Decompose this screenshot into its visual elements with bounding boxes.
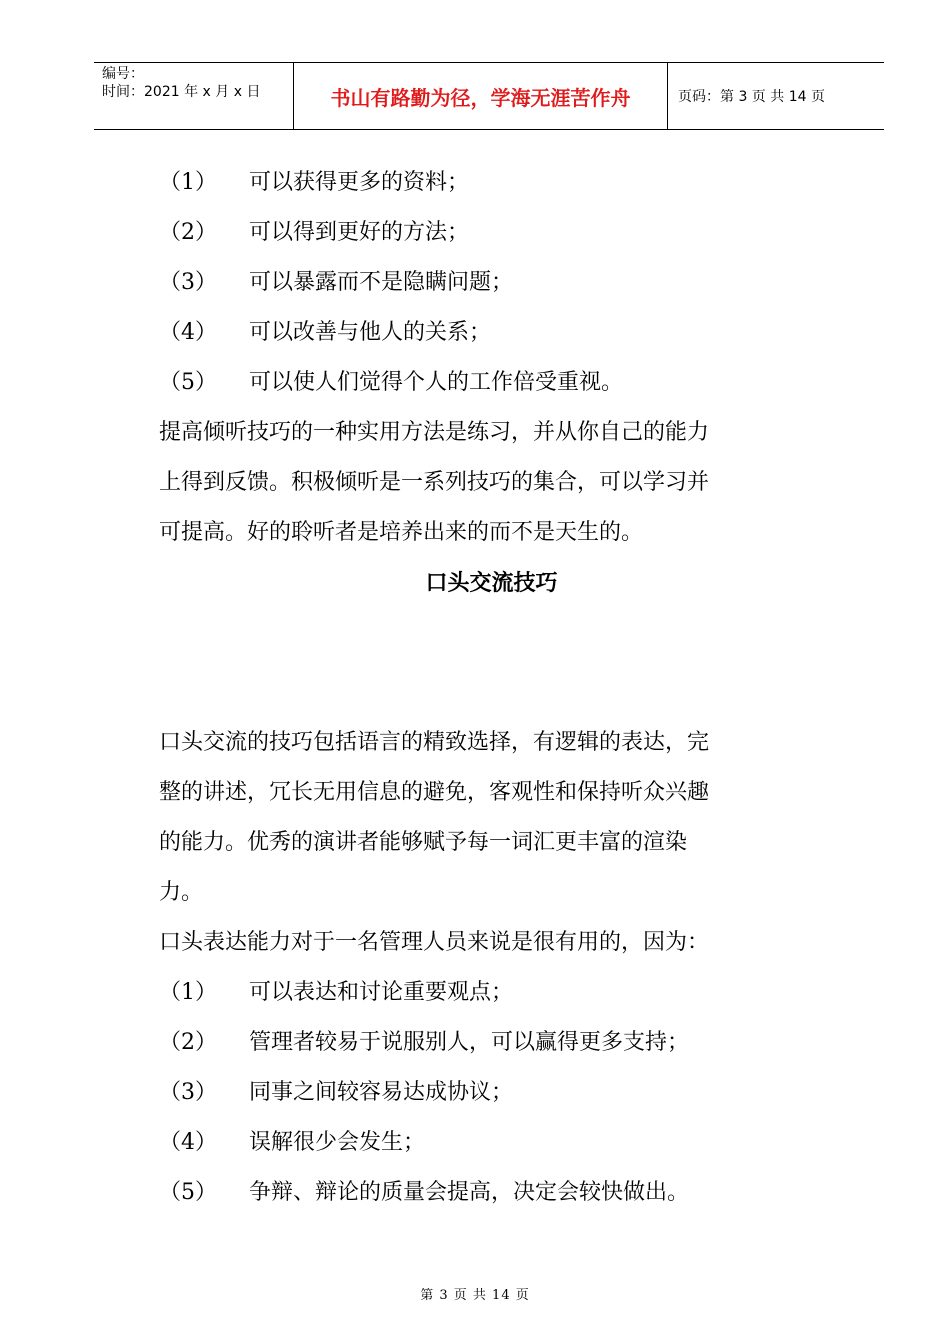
section-heading: 口头交流技巧	[425, 570, 558, 596]
list-item	[159, 308, 824, 358]
list-item	[159, 968, 824, 1018]
list-item-text: 争辩、辩论的质量会提高，决定会较快做出。	[249, 1180, 690, 1205]
list-item	[159, 1068, 824, 1118]
list-item-text: 可以改善与他人的关系；	[249, 320, 492, 345]
list-item-number: （2）	[159, 1030, 217, 1055]
paragraph-oral-skills	[159, 718, 824, 918]
paragraph-listening	[159, 408, 824, 558]
page-footer: 第 3 页 共 14 页	[420, 1288, 530, 1303]
list-item	[159, 1168, 824, 1218]
list-item-number: （1）	[159, 980, 217, 1005]
paragraph-line: 整的讲述，冗长无用信息的避免，客观性和保持听众兴趣	[159, 780, 710, 805]
list-item	[159, 208, 824, 258]
paragraph-line: 上得到反馈。积极倾听是一系列技巧的集合，可以学习并	[159, 470, 710, 495]
list-item-text: 可以表达和讨论重要观点；	[249, 980, 514, 1005]
header-motto: 书山有路勤为径，学海无涯苦作舟	[294, 63, 668, 129]
list-item-number: （5）	[159, 1180, 217, 1205]
header-meta	[94, 63, 294, 129]
paragraph-line: 口头交流的技巧包括语言的精致选择，有逻辑的表达，完	[159, 730, 710, 755]
list-item-number: （1）	[159, 170, 217, 195]
list-item	[159, 358, 824, 408]
paragraph-line: 的能力。优秀的演讲者能够赋予每一词汇更丰富的渲染	[159, 830, 688, 855]
list-item-text: 可以暴露而不是隐瞒问题；	[249, 270, 514, 295]
list-item-text: 管理者较易于说服别人，可以赢得更多支持；	[249, 1030, 690, 1055]
paragraph-line: 力。	[159, 880, 204, 905]
section-spacer	[159, 608, 824, 718]
list-item-number: （3）	[159, 270, 217, 295]
paragraph-intro: 口头表达能力对于一名管理人员来说是很有用的，因为：	[159, 930, 710, 955]
list-item-number: （3）	[159, 1080, 217, 1105]
header-page-label: 页码：第 3 页 共 14 页	[678, 89, 825, 105]
page-header	[94, 62, 884, 130]
list-item	[159, 258, 824, 308]
list-item-text: 可以使人们觉得个人的工作倍受重视。	[249, 370, 624, 395]
list-item-number: （2）	[159, 220, 217, 245]
list-item-text: 同事之间较容易达成协议；	[249, 1080, 514, 1105]
paragraph-line: 可提高。好的聆听者是培养出来的而不是天生的。	[159, 520, 644, 545]
list-item	[159, 1018, 824, 1068]
paragraph-line: 提高倾听技巧的一种实用方法是练习，并从你自己的能力	[159, 420, 710, 445]
list-item-text: 可以得到更好的方法；	[249, 220, 470, 245]
list-item	[159, 158, 824, 208]
time-label: 时间：2021 年 x 月 x 日	[102, 84, 261, 100]
list-item-number: （4）	[159, 320, 217, 345]
list-item	[159, 1118, 824, 1168]
list-item-text: 可以获得更多的资料；	[249, 170, 470, 195]
list-item-number: （5）	[159, 370, 217, 395]
document-body	[159, 158, 824, 1218]
list-item-number: （4）	[159, 1130, 217, 1155]
list-item-text: 误解很少会发生；	[249, 1130, 426, 1155]
number-label: 编号：	[102, 66, 144, 82]
